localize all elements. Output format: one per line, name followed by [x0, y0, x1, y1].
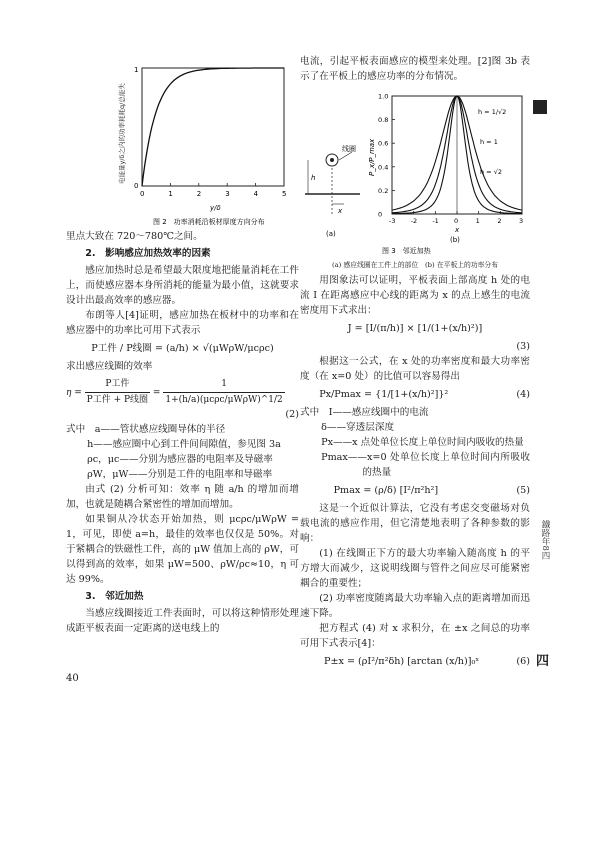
margin-si: 四 — [536, 654, 550, 669]
fig3b-xtick-label: 1 — [475, 217, 480, 225]
fig2-curve — [142, 68, 284, 186]
equation-6-number: (6) — [516, 656, 530, 667]
def-delta: δ——穿透层深度 — [321, 422, 395, 433]
equation-2-number: (2) — [285, 409, 299, 420]
eq2-num-1: P工件 — [85, 377, 150, 393]
fig3b-ytick-label: 0.2 — [378, 186, 389, 195]
fig2-ylabel: 电能量y/δ之内的功率耗耗q/总能失 — [118, 83, 126, 184]
fig3b-series-label-1: h = 1/√2 — [478, 108, 507, 116]
section-heading-2: 2. 影响感应加热效率的因素 — [85, 248, 211, 259]
right-column — [300, 54, 530, 672]
figure-2 — [66, 54, 299, 229]
fig2-ytick-bottom: 0 — [134, 182, 139, 190]
fig3b-ytick-label: 0.6 — [378, 139, 389, 148]
left-para-5: 如果铜从冷状态开始加热，则 μcρc/μWρW = 1，可见，即使 a=h，最佳的效率也仅仅是 50%。对于紧耦合的铁磁性工件，高的 μW 值加上高的 ρW，可以得到高的效率，如果 μW=500、ρW/ρc≈10，η 可达 99%。 — [66, 514, 299, 585]
equation-4-number: (4) — [516, 389, 530, 400]
fig3a-x-label: x — [338, 207, 343, 215]
equation-6: P±x = (ρI²/π²δh) [arctan (x/h)]₀ˣ — [324, 656, 480, 667]
equation-4: Px/Pmax = {1/[1+(x/h)²]}² — [319, 389, 449, 400]
def-a: 式中 a——管状感应线圈导体的半径 — [66, 424, 226, 435]
equation-2 — [66, 377, 299, 408]
right-para-6: 把方程式 (4) 对 x 求积分，在 ±x 之间总的功率可用下式表示[4]： — [300, 623, 530, 649]
eq2-mid: = — [152, 388, 161, 398]
equation-3: J = [I/(π/h)] × [1/(1+(x/h)²)] — [347, 323, 483, 334]
page-number: 40 — [66, 673, 79, 684]
fig3b-xtick-label: -3 — [389, 217, 396, 225]
equation-5: Pmax = (ρ/δ) [I²/π²h²] — [333, 485, 439, 496]
def-rho-c: ρc，μc——分别为感应器的电阻率及导磁率 — [87, 454, 273, 465]
fig2-xticks — [140, 183, 286, 198]
eq2-den-1: P工件 + P线圈 — [86, 395, 149, 405]
right-para-3: 这是一个近似计算法，它没有考虑交变磁场对负载电流的感应作用，但它清楚地表明了各种参数的影响： — [300, 503, 530, 544]
fig3b-xtick-label: -2 — [410, 217, 418, 225]
fig3b-ytick-label: 0.8 — [378, 116, 389, 125]
equation-3-number: (3) — [516, 341, 530, 352]
equation-4-row — [300, 387, 530, 402]
fig2-xtick-label: 5 — [282, 190, 287, 198]
left-para-0: 里点大致在 720～780℃之间。 — [66, 231, 203, 242]
figure-3 — [300, 86, 530, 258]
fig3b-ytick-label: 1.0 — [378, 92, 389, 101]
fig3b-xlabel: x — [455, 226, 460, 234]
left-para-2: 布朗等人[4]证明，感应加热在板材中的功率和在感应器中的功率比可用下式表示 — [66, 310, 299, 336]
margin-vertical-text: 鐵路年8四 — [540, 520, 550, 560]
def-Pmax: Pmax——x=0 处单位长度上单位时间内所吸收的热量 — [321, 452, 530, 478]
equation-6-row — [300, 654, 530, 669]
left-column — [66, 54, 299, 636]
fig3b-ytick-label: 0.4 — [378, 163, 389, 172]
section-marker-block — [533, 100, 547, 114]
fig2-frame — [142, 68, 284, 186]
right-para-0: 电流，引起平板表面感应的模型来处理。[2]图 3b 表示了在平板上的感应功率的分布情况。 — [300, 56, 530, 82]
section-heading-3: 3. 邻近加热 — [85, 591, 144, 602]
fig3a-coil-label: 线圈 — [342, 145, 356, 153]
right-para-5: (2) 功率密度随离最大功率输入点的距离增加而迅速下降。 — [300, 593, 530, 619]
fig2-xtick-label: 0 — [140, 190, 145, 198]
eq2-frac-2 — [163, 377, 284, 408]
eq2-frac-1 — [85, 377, 150, 408]
fig3b-xtick-label: 2 — [497, 217, 502, 225]
eq2-lhs: η = — [66, 388, 82, 398]
left-para-3: 求出感应线圈的效率 — [66, 361, 153, 372]
fig2-xlabel: y/δ — [210, 204, 221, 212]
fig2-caption: 图 2 功率消耗沿板材厚度方向分布 — [153, 218, 265, 226]
right-para-2: 根据这一公式，在 x 处的功率密度和最大功率密度（在 x=0 处）的比值可以容易得出 — [300, 356, 530, 382]
fig2-xtick-label: 4 — [253, 190, 259, 198]
fig3a-sketch — [305, 152, 360, 216]
fig3b-xtick-label: 3 — [519, 217, 524, 225]
fig2-xtick-label: 1 — [168, 190, 173, 198]
left-para-1: 感应加热时总是希望最大限度地把能量消耗在工件上，而使感应器本身所消耗的能量为最小值，这就要求设计出最高效率的感应器。 — [66, 265, 299, 306]
equation-5-row — [300, 483, 530, 498]
equation-5-number: (5) — [516, 485, 530, 496]
left-para-6: 当感应线圈接近工件表面时，可以将这种情形处理成距平板表面一定距离的送电线上的 — [66, 608, 299, 634]
fig3-subcaption: (a) 感应线圈在工件上的部位 (b) 在平板上的功率分布 — [331, 261, 499, 269]
fig3b-xtick-label: 0 — [454, 217, 459, 225]
fig3a-h-label: h — [311, 174, 316, 182]
fig2-xtick-label: 2 — [196, 190, 202, 198]
equation-1: P工件 / P线圈 = (a/h) × √(μWρW/μcρc) — [91, 343, 274, 354]
right-para-1: 用图象法可以证明，平板表面上部高度 h 处的电流 I 在距离感应中心线的距离为 x 的点上感生的电流密度用下式求出： — [300, 275, 530, 316]
fig3b-series-label-2: h = 1 — [480, 138, 498, 146]
def-h: h——感应圈中心到工件间间隙值，参见图 3a — [87, 439, 281, 450]
fig3b-sub: (b) — [450, 236, 460, 244]
left-para-4: 由式 (2) 分析可知：效率 η 随 a/h 的增加而增加，也就是随耦合紧密性的增加而增加。 — [66, 484, 299, 510]
def-rho-w: ρW，μW——分别是工件的电阻率和导磁率 — [87, 469, 273, 480]
fig3b-ylabel: P_x/P_max — [368, 138, 376, 176]
fig3-caption: 图 3 邻近加热 — [382, 247, 431, 255]
def-I: 式中 I——感应线圈中的电流 — [300, 407, 429, 418]
fig2-xtick-label: 3 — [225, 190, 230, 198]
fig3b-ytick-label: 0 — [378, 210, 383, 219]
fig2-ytick-top: 1 — [134, 66, 139, 74]
eq2-den-2: 1+(h/a)(μcρc/μWρW)^1/2 — [165, 395, 283, 405]
fig3a-sub: (a) — [326, 230, 336, 238]
fig3b-xtick-label: -1 — [432, 217, 439, 225]
eq2-num-2: 1 — [163, 377, 284, 393]
def-Px: Px——x 点处单位长度上单位时间内吸收的热量 — [321, 437, 524, 448]
right-para-4: (1) 在线圈正下方的最大功率输入随高度 h 的平方增大而减少，这说明线圈与管件之间应尽可能紧密耦合的重要性； — [300, 548, 530, 589]
fig3b-series-label-3: h = √2 — [480, 168, 502, 176]
